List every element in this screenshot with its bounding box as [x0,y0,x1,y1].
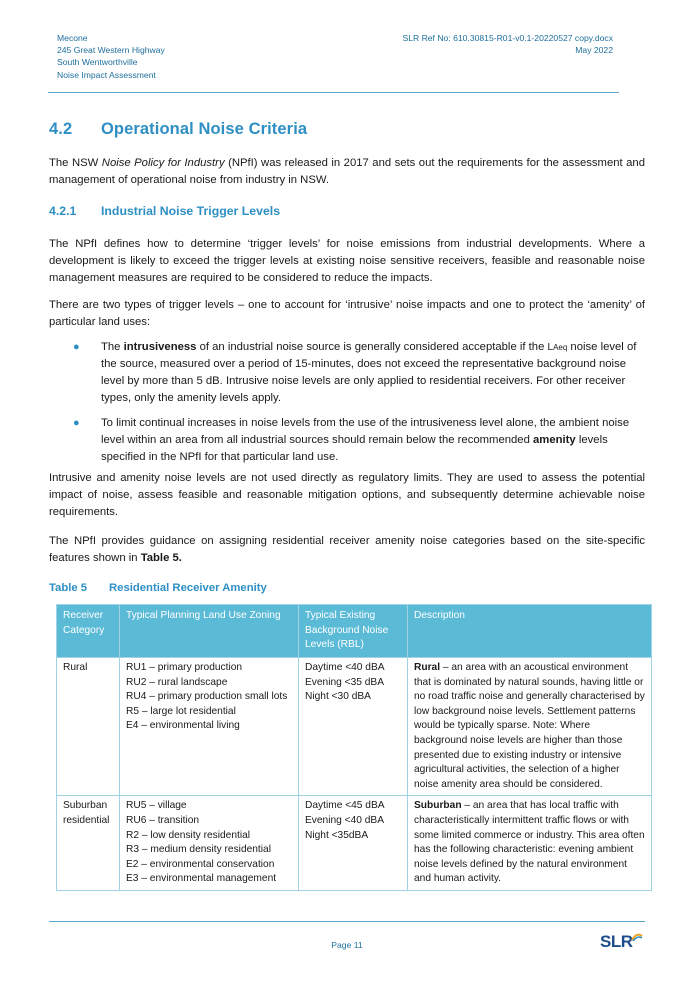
cell-category: Rural [57,658,120,796]
table-reference: Table 5. [140,552,182,564]
header-background-levels: Typical Existing Background Noise Levels (RBL) [299,605,408,658]
cell-zoning: RU1 – primary production RU2 – rural landscape RU4 – primary production small lots R5 – large lot residential E4 – environmental living [120,658,299,796]
bullet-amenity: ● To limit continual increases in noise levels from the use of the intrusiveness level alone, the ambient noise level within an area from all industrial sources should remain below the recommended amenity levels specified in the NPfI for that particular land use. [73,417,630,463]
slr-logo [600,932,643,952]
header-address-street: 245 Great Western Highway [57,45,165,56]
table-header-row [57,605,652,658]
cell-levels: Daytime <40 dBA Evening <35 dBA Night <30 dBA [299,658,408,796]
table-row [57,796,652,891]
table-row [57,658,652,796]
subsection-heading [49,204,280,218]
slr-logo-text: SLR [600,932,633,951]
policy-name: Noise Policy for Industry [101,157,225,169]
cell-description: Rural – an area with an acoustical environment that is dominated by natural sounds, having little or no road traffic noise and generally characterised by low background noise levels. Settlement patterns would be typically sparse. Note: Where background noise levels are higher than those presented due to existing industry or intensive agricultural activities, the selection of a higher noise amenity area should be considered. [408,658,652,796]
laeq-symbol: LAeq [547,342,568,353]
slr-logo-swoosh-icon [631,932,643,942]
residential-amenity-table [56,604,652,891]
page-number: Page 11 [331,940,363,950]
table-caption [49,582,267,594]
header-document-title: Noise Impact Assessment [57,69,156,80]
header-address-block [57,32,165,81]
cell-zoning: RU5 – village RU6 – transition R2 – low density residential R3 – medium density residential E2 – environmental conservation E3 – environmental management [120,796,299,891]
cell-levels: Daytime <45 dBA Evening <40 dBA Night <35dBA [299,796,408,891]
header-address-suburb: South Wentworthville [57,57,138,68]
table-caption-title: Residential Receiver Amenity [109,582,267,594]
footer-rule [49,921,645,922]
subsection-number: 4.2.1 [49,204,77,218]
header-date: May 2022 [575,45,613,56]
table-caption-number: Table 5 [49,582,88,594]
bullet-icon: ● [73,341,80,353]
subsection-title: Industrial Noise Trigger Levels [101,204,281,218]
header-zoning: Typical Planning Land Use Zoning [120,605,299,658]
bullet-intrusiveness: ● The intrusiveness of an industrial noise source is generally considered acceptable if the LAeq noise level of the source, measured over a period of 15-minutes, does not exceed the representative background noise level by more than 5 dB. Intrusive noise levels are only applied to residential receivers. For other receiver types, only the amenity levels apply. [73,341,637,404]
header-description: Description [408,605,652,658]
section-number: 4.2 [49,120,73,138]
trigger-types-paragraph: There are two types of trigger levels – one to account for ‘intrusive’ noise impacts and one to protect the ‘amenity’ of particular land uses: [49,299,645,328]
header-reference-block [402,32,613,56]
intro-paragraph: The NSW Noise Policy for Industry (NPfI) was released in 2017 and sets out the requirements for the assessment and management of operational noise from industry in NSW. [49,157,645,186]
cell-description: Suburban – an area that has local traffic with characteristically intermittent traffic flows or with some limited commerce or industry. This area often has the following characteristic: evening ambient noise levels defined by the natural environment and human activity. [408,796,652,891]
regulatory-limits-paragraph: Intrusive and amenity noise levels are not used directly as regulatory limits. They are used to assess the potential impact of noise, assess feasible and reasonable mitigation options, and subsequently determine achievable noise requirements. [49,472,645,518]
bullet-icon: ● [73,417,80,429]
header-rule [48,92,619,93]
guidance-paragraph: The NPfI provides guidance on assigning residential receiver amenity noise categories based on the site-specific features shown in Table 5. [49,535,645,564]
cell-category: Suburban residential [57,796,120,891]
trigger-levels-paragraph: The NPfI defines how to determine ‘trigger levels’ for noise emissions from industrial developments. Where a development is likely to exceed the trigger levels at existing noise sensitive receivers, feasible and reasonable noise management measures are required to be considered to reduce the impacts. [49,238,645,284]
section-title: Operational Noise Criteria [101,120,308,138]
section-heading [49,120,307,139]
header-receiver-category: Receiver Category [57,605,120,658]
header-ref-number: SLR Ref No: 610.30815-R01-v0.1-20220527 copy.docx [402,33,613,43]
header-client: Mecone [57,33,88,43]
trigger-bullet-list [49,339,645,474]
